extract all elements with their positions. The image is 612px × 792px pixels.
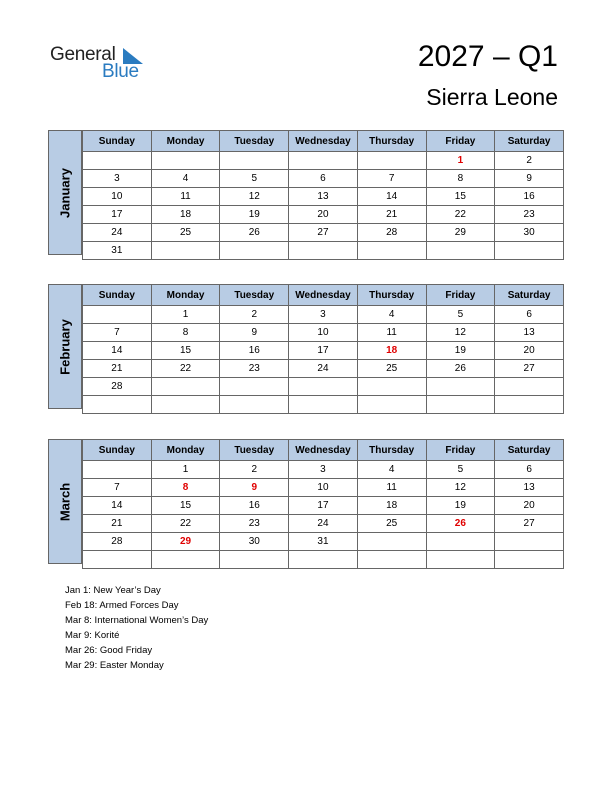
day-cell: 17 (289, 342, 358, 360)
day-cell: 1 (426, 152, 495, 170)
day-cell: 9 (495, 170, 564, 188)
week-row (83, 206, 564, 224)
holiday-note: Mar 29: Easter Monday (65, 660, 164, 671)
day-cell: 7 (83, 479, 152, 497)
logo-general-text: General (50, 44, 116, 65)
week-row (83, 306, 564, 324)
day-cell (426, 396, 495, 414)
day-cell (426, 551, 495, 569)
week-row (83, 342, 564, 360)
day-cell: 21 (83, 515, 152, 533)
day-cell: 17 (289, 497, 358, 515)
day-cell: 6 (495, 306, 564, 324)
day-cell: 4 (357, 306, 426, 324)
day-cell (151, 396, 220, 414)
weekday-header: Saturday (495, 285, 564, 306)
day-cell: 15 (151, 497, 220, 515)
day-cell: 25 (151, 224, 220, 242)
day-cell: 30 (495, 224, 564, 242)
day-cell: 21 (357, 206, 426, 224)
day-cell: 25 (357, 515, 426, 533)
day-cell: 29 (151, 533, 220, 551)
day-cell: 1 (151, 306, 220, 324)
day-cell: 5 (426, 461, 495, 479)
weekday-header: Thursday (357, 131, 426, 152)
week-row (83, 533, 564, 551)
weekday-header: Friday (426, 285, 495, 306)
weekday-header: Friday (426, 131, 495, 152)
week-row (83, 170, 564, 188)
day-cell (426, 378, 495, 396)
day-cell: 9 (220, 324, 289, 342)
day-cell: 4 (357, 461, 426, 479)
day-cell: 13 (289, 188, 358, 206)
day-cell: 23 (220, 515, 289, 533)
day-cell: 6 (289, 170, 358, 188)
day-cell: 15 (151, 342, 220, 360)
weekday-header: Sunday (83, 440, 152, 461)
weekday-header: Tuesday (220, 285, 289, 306)
day-cell: 8 (151, 479, 220, 497)
day-cell: 3 (289, 461, 358, 479)
week-row (83, 551, 564, 569)
holiday-note: Mar 8: International Women’s Day (65, 615, 209, 626)
day-cell: 20 (495, 497, 564, 515)
day-cell: 11 (357, 479, 426, 497)
day-cell: 31 (83, 242, 152, 260)
day-cell: 12 (220, 188, 289, 206)
day-cell (83, 396, 152, 414)
day-cell: 4 (151, 170, 220, 188)
calendar-table (82, 130, 564, 260)
day-cell: 20 (289, 206, 358, 224)
day-cell: 18 (151, 206, 220, 224)
weekday-header: Wednesday (289, 440, 358, 461)
day-cell: 17 (83, 206, 152, 224)
day-cell: 22 (151, 515, 220, 533)
day-cell: 26 (426, 515, 495, 533)
day-cell (83, 551, 152, 569)
day-cell: 9 (220, 479, 289, 497)
day-cell: 22 (151, 360, 220, 378)
day-cell (220, 152, 289, 170)
day-cell: 7 (357, 170, 426, 188)
day-cell: 2 (220, 306, 289, 324)
day-cell: 20 (495, 342, 564, 360)
day-cell: 5 (220, 170, 289, 188)
weekday-header: Tuesday (220, 131, 289, 152)
day-cell: 18 (357, 342, 426, 360)
day-cell: 19 (426, 342, 495, 360)
day-cell: 27 (289, 224, 358, 242)
day-cell (426, 533, 495, 551)
weekday-header: Thursday (357, 440, 426, 461)
holiday-note: Jan 1: New Year’s Day (65, 585, 161, 596)
day-cell: 26 (426, 360, 495, 378)
week-row (83, 360, 564, 378)
weekday-header: Sunday (83, 131, 152, 152)
day-cell (151, 242, 220, 260)
day-cell: 8 (151, 324, 220, 342)
month-name: March (57, 482, 73, 521)
day-cell (357, 533, 426, 551)
day-cell: 21 (83, 360, 152, 378)
day-cell: 23 (220, 360, 289, 378)
calendar-table (82, 284, 564, 414)
day-cell (357, 396, 426, 414)
day-cell: 28 (357, 224, 426, 242)
day-cell: 16 (220, 497, 289, 515)
month-label (48, 284, 82, 409)
week-row (83, 515, 564, 533)
week-row (83, 479, 564, 497)
week-row (83, 152, 564, 170)
weekday-header-row (83, 285, 564, 306)
month-name: February (57, 318, 73, 375)
day-cell: 14 (83, 497, 152, 515)
day-cell: 13 (495, 479, 564, 497)
holiday-note: Mar 26: Good Friday (65, 645, 153, 656)
month-name: January (57, 167, 73, 218)
logo-blue-text: Blue (102, 61, 139, 82)
holiday-notes (65, 583, 208, 673)
day-cell (83, 152, 152, 170)
day-cell: 18 (357, 497, 426, 515)
day-cell: 7 (83, 324, 152, 342)
day-cell: 5 (426, 306, 495, 324)
day-cell: 2 (220, 461, 289, 479)
day-cell (220, 396, 289, 414)
day-cell (151, 378, 220, 396)
day-cell: 22 (426, 206, 495, 224)
day-cell: 10 (83, 188, 152, 206)
day-cell: 19 (426, 497, 495, 515)
day-cell: 27 (495, 360, 564, 378)
day-cell: 28 (83, 378, 152, 396)
holiday-note: Feb 18: Armed Forces Day (65, 600, 179, 611)
day-cell (426, 242, 495, 260)
day-cell: 12 (426, 479, 495, 497)
day-cell (220, 378, 289, 396)
day-cell (357, 551, 426, 569)
day-cell: 8 (426, 170, 495, 188)
day-cell: 30 (220, 533, 289, 551)
day-cell (220, 242, 289, 260)
weekday-header: Saturday (495, 131, 564, 152)
week-row (83, 396, 564, 414)
week-row (83, 188, 564, 206)
day-cell: 19 (220, 206, 289, 224)
day-cell (289, 152, 358, 170)
day-cell: 6 (495, 461, 564, 479)
weekday-header: Monday (151, 285, 220, 306)
day-cell: 11 (151, 188, 220, 206)
day-cell: 1 (151, 461, 220, 479)
day-cell (495, 378, 564, 396)
day-cell (83, 306, 152, 324)
day-cell: 28 (83, 533, 152, 551)
day-cell: 12 (426, 324, 495, 342)
holiday-note: Mar 9: Korité (65, 630, 120, 641)
day-cell (151, 551, 220, 569)
week-row (83, 497, 564, 515)
day-cell (289, 242, 358, 260)
day-cell: 16 (495, 188, 564, 206)
country-name: Sierra Leone (426, 84, 558, 110)
weekday-header: Friday (426, 440, 495, 461)
day-cell: 15 (426, 188, 495, 206)
day-cell: 25 (357, 360, 426, 378)
page-title: 2027 – Q1 (417, 40, 558, 73)
day-cell: 16 (220, 342, 289, 360)
day-cell: 29 (426, 224, 495, 242)
weekday-header: Monday (151, 440, 220, 461)
day-cell (83, 461, 152, 479)
day-cell (357, 378, 426, 396)
day-cell: 10 (289, 324, 358, 342)
week-row (83, 242, 564, 260)
weekday-header-row (83, 440, 564, 461)
day-cell (151, 152, 220, 170)
day-cell (289, 396, 358, 414)
day-cell (357, 242, 426, 260)
month-label (48, 130, 82, 255)
week-row (83, 378, 564, 396)
week-row (83, 461, 564, 479)
day-cell: 23 (495, 206, 564, 224)
weekday-header: Sunday (83, 285, 152, 306)
day-cell: 31 (289, 533, 358, 551)
day-cell (495, 242, 564, 260)
logo (50, 44, 150, 84)
day-cell: 10 (289, 479, 358, 497)
weekday-header-row (83, 131, 564, 152)
day-cell: 3 (83, 170, 152, 188)
weekday-header: Wednesday (289, 285, 358, 306)
day-cell (495, 396, 564, 414)
weekday-header: Wednesday (289, 131, 358, 152)
day-cell (495, 533, 564, 551)
day-cell (289, 551, 358, 569)
day-cell (289, 378, 358, 396)
weekday-header: Thursday (357, 285, 426, 306)
day-cell: 24 (289, 515, 358, 533)
weekday-header: Tuesday (220, 440, 289, 461)
day-cell: 14 (357, 188, 426, 206)
day-cell (495, 551, 564, 569)
day-cell: 3 (289, 306, 358, 324)
day-cell: 26 (220, 224, 289, 242)
day-cell: 11 (357, 324, 426, 342)
day-cell: 13 (495, 324, 564, 342)
week-row (83, 224, 564, 242)
day-cell (220, 551, 289, 569)
day-cell (357, 152, 426, 170)
month-label (48, 439, 82, 564)
weekday-header: Monday (151, 131, 220, 152)
day-cell: 27 (495, 515, 564, 533)
weekday-header: Saturday (495, 440, 564, 461)
day-cell: 24 (83, 224, 152, 242)
week-row (83, 324, 564, 342)
day-cell: 14 (83, 342, 152, 360)
day-cell: 24 (289, 360, 358, 378)
calendar-table (82, 439, 564, 569)
day-cell: 2 (495, 152, 564, 170)
